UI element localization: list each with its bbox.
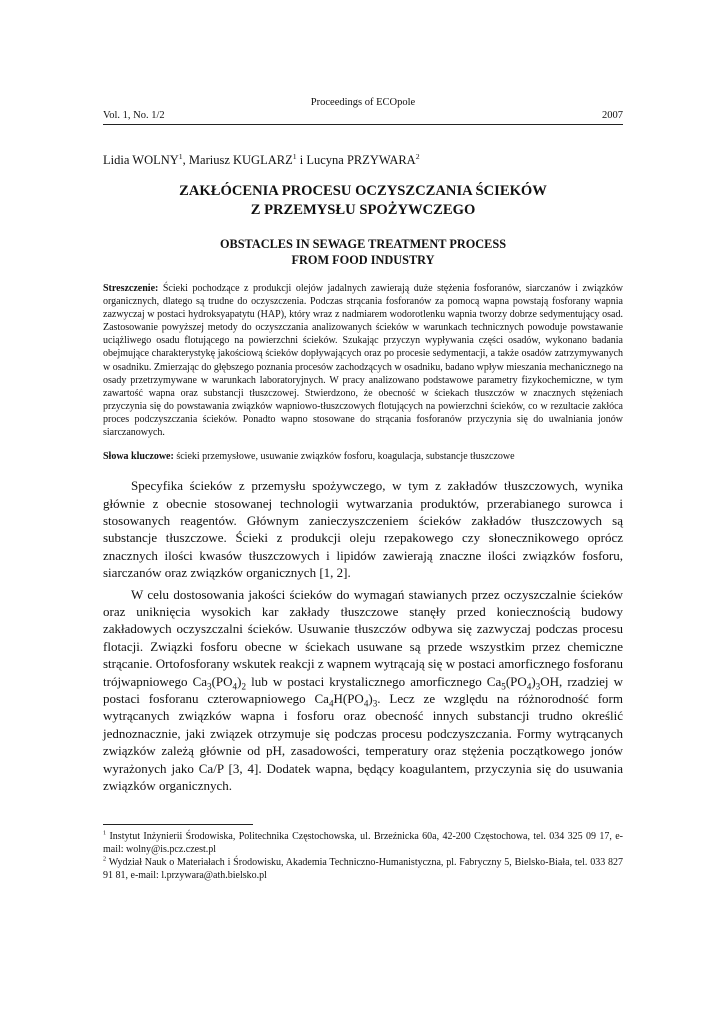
paragraph-2-text: W celu dostosowania jakości ścieków do wymagań stawianych przez oczyszczalnie ścieków oraz uniknięcia wysokich kar zakłady tłuszczowe stanęły przed koniecznością budowy zakładowych oczyszczalni ścieków. Usuwanie tłuszczów odbywa się zazwyczaj podczas procesu flotacji. Związki fosforu obecne w ściekach usuwane są przede wszystkim przez chemiczne strącanie. Ortofosforany wskutek reakcji z wapnem wytrącają się w postaci amorficznego fosforanu trójwapniowego Ca <box>103 586 623 689</box>
paragraph-2-text: (PO <box>505 673 527 689</box>
footnote-divider <box>103 824 253 825</box>
paragraph-2-text: H(PO <box>333 691 364 706</box>
journal-title: Proceedings of ECOpole <box>310 97 416 108</box>
paragraph-2-text: ) <box>531 673 536 689</box>
paragraph-1: Specyfika ścieków z przemysłu spożywczego, w tym z zakładów tłuszczowych, wynika głównie z obecnie stosowanej technologii wytwarzania produktów, przerabianego surowca i stosowanych reagentów. Głównym zanieczyszczeniem ścieków zakładów tłuszczowych są substancje tłuszczowe. Ścieki z produkcji oleju rzepakowego czy słonecznikowego oprócz znacznych ilości kwasów tłuszczowych i lipidów zawierają znaczne ilości związków fosforu, siarczanów oraz związków organicznych [1, 2]. <box>103 478 623 581</box>
paragraph-2 <box>103 586 623 795</box>
subscript: 3 <box>207 681 212 692</box>
subscript: 2 <box>241 681 246 692</box>
year-label: 2007 <box>602 110 623 121</box>
paragraph-2-text: lub w postaci krystalicznego amorficznego Ca <box>245 673 502 689</box>
footnote-1-text: Instytut Inżynierii Środowiska, Politechnika Częstochowska, ul. Brzeźnicka 60a, 42-200 Częstochowa, tel. 034 325 09 17, e-mail: wolny@is.pcz.czest.pl <box>103 831 623 856</box>
author-3-affiliation: 2 <box>415 151 420 161</box>
paragraph-2-text: . Lecz ze względu na różnorodność form wytrącanych związków wapna i fosforu oraz obecność innych substancji trudno określić jednoznacznie, jaki związek otrzymuje się podczas procesu podczyszczania. Formy wytrącanych związków zależą głównie od pH, zasadowości, temperatury oraz stężenia początkowego jonów wyrażonych jako Ca/P [3, 4]. Dodatek wapna, będący koagulantem, przyczynia się do usuwania związków organicznych. <box>103 691 623 794</box>
keywords <box>103 450 623 463</box>
paragraph-2-text: OH, rzadziej w postaci fosforanu czterowapniowego Ca <box>103 673 623 706</box>
author-3: Lucyna PRZYWARA <box>306 153 416 167</box>
subscript: 5 <box>501 681 506 692</box>
title-english-line-2: FROM FOOD INDUSTRY <box>291 253 435 267</box>
volume-label: Vol. 1, No. 1/2 <box>103 110 165 121</box>
abstract-label: Streszczenie: <box>103 283 159 294</box>
footnote-2-text: Wydział Nauk o Materiałach i Środowisku, Akademia Techniczno-Humanistyczna, pl. Fabryczny 5, Bielsko-Biała, tel. 033 827 91 81, e-mail: l.przywara@ath.bielsko.pl <box>103 857 623 882</box>
footnote-1 <box>103 830 623 856</box>
keywords-text: ścieki przemysłowe, usuwanie związków fosforu, koagulacja, substancje tłuszczowe <box>173 451 515 463</box>
subscript: 4 <box>232 681 238 692</box>
footnote-2-mark: 2 <box>103 855 107 863</box>
body-text <box>103 477 623 794</box>
author-2: Mariusz KUGLARZ <box>188 153 293 167</box>
subscript: 4 <box>328 698 334 709</box>
author-list <box>103 153 623 168</box>
subscript: 4 <box>363 698 369 709</box>
paragraph-2-text: ) <box>368 691 373 706</box>
author-1: Lidia WOLNY <box>103 153 179 167</box>
paragraph-2-text: (PO <box>211 673 233 689</box>
abstract-text: Ścieki pochodzące z produkcji olejów jadalnych zawierają duże stężenia fosforanów, siarczanów i związków organicznych, dlatego są trudne do oczyszczenia. Podczas strącania fosforanów za pomocą wapna powstają fosforany wapnia zazwyczaj w postaci hydroksyapatytu (HAP), który wraz z nadmiarem wodorotlenku wapnia tworzy dobrze sedymentujący osad. Zastosowanie powyższej metody do oczyszczania analizowanych ścieków w warunkach technicznych powoduje powstawanie uciążliwego osadu flotującego na powierzchni ścieków. Szukając przyczyn wypływania części osadów, wykonano badania obejmujące charakterystykę jakościową ścieków dopływających oraz po procesie sedymentacji, a także osadów zatrzymywanych w osadniku. Zmierzając do głębszego poznania procesów zachodzących w osadniku, badano wpływ mieszania mechanicznego na osady przetrzymywane w warunkach laboratoryjnych. W pracy analizowano podstawowe parametry fizykochemiczne, w tym zawartość wapna oraz substancji tłuszczowej. Stwierdzono, że obecność w ściekach tłuszczów w znacznych stężeniach przyczynia się do powstawania związków wapniowo-tłuszczowych flotujących na powierzchni ścieków, co w rezultacie zakłóca proces podczyszczania ścieków. Ponadto wapno stosowane do strącania fosforanów przyczynia się do uwalniania jonów siarczanowych. <box>103 283 623 439</box>
abstract <box>103 282 623 439</box>
keywords-label: Słowa kluczowe: <box>103 451 174 463</box>
footnotes <box>103 830 623 882</box>
subscript: 3 <box>535 681 541 692</box>
subscript: 3 <box>372 698 378 709</box>
subscript: 4 <box>526 681 532 692</box>
page <box>103 96 623 882</box>
issue-row <box>103 109 623 125</box>
author-2-affiliation: 1 <box>292 151 297 161</box>
paragraph-2-text: ) <box>237 673 242 689</box>
author-separator: i <box>296 153 307 167</box>
title-polish-line-2: Z PRZEMYSŁU SPOŻYWCZEGO <box>250 202 476 218</box>
footnote-2 <box>103 856 623 882</box>
author-separator: , <box>182 153 189 167</box>
title-polish <box>103 182 623 220</box>
footnote-1-mark: 1 <box>103 829 107 837</box>
title-english <box>103 236 623 268</box>
author-1-affiliation: 1 <box>178 151 183 161</box>
title-polish-line-1: ZAKŁÓCENIA PROCESU OCZYSZCZANIA ŚCIEKÓW <box>179 183 547 199</box>
title-english-line-1: OBSTACLES IN SEWAGE TREATMENT PROCESS <box>219 237 507 251</box>
